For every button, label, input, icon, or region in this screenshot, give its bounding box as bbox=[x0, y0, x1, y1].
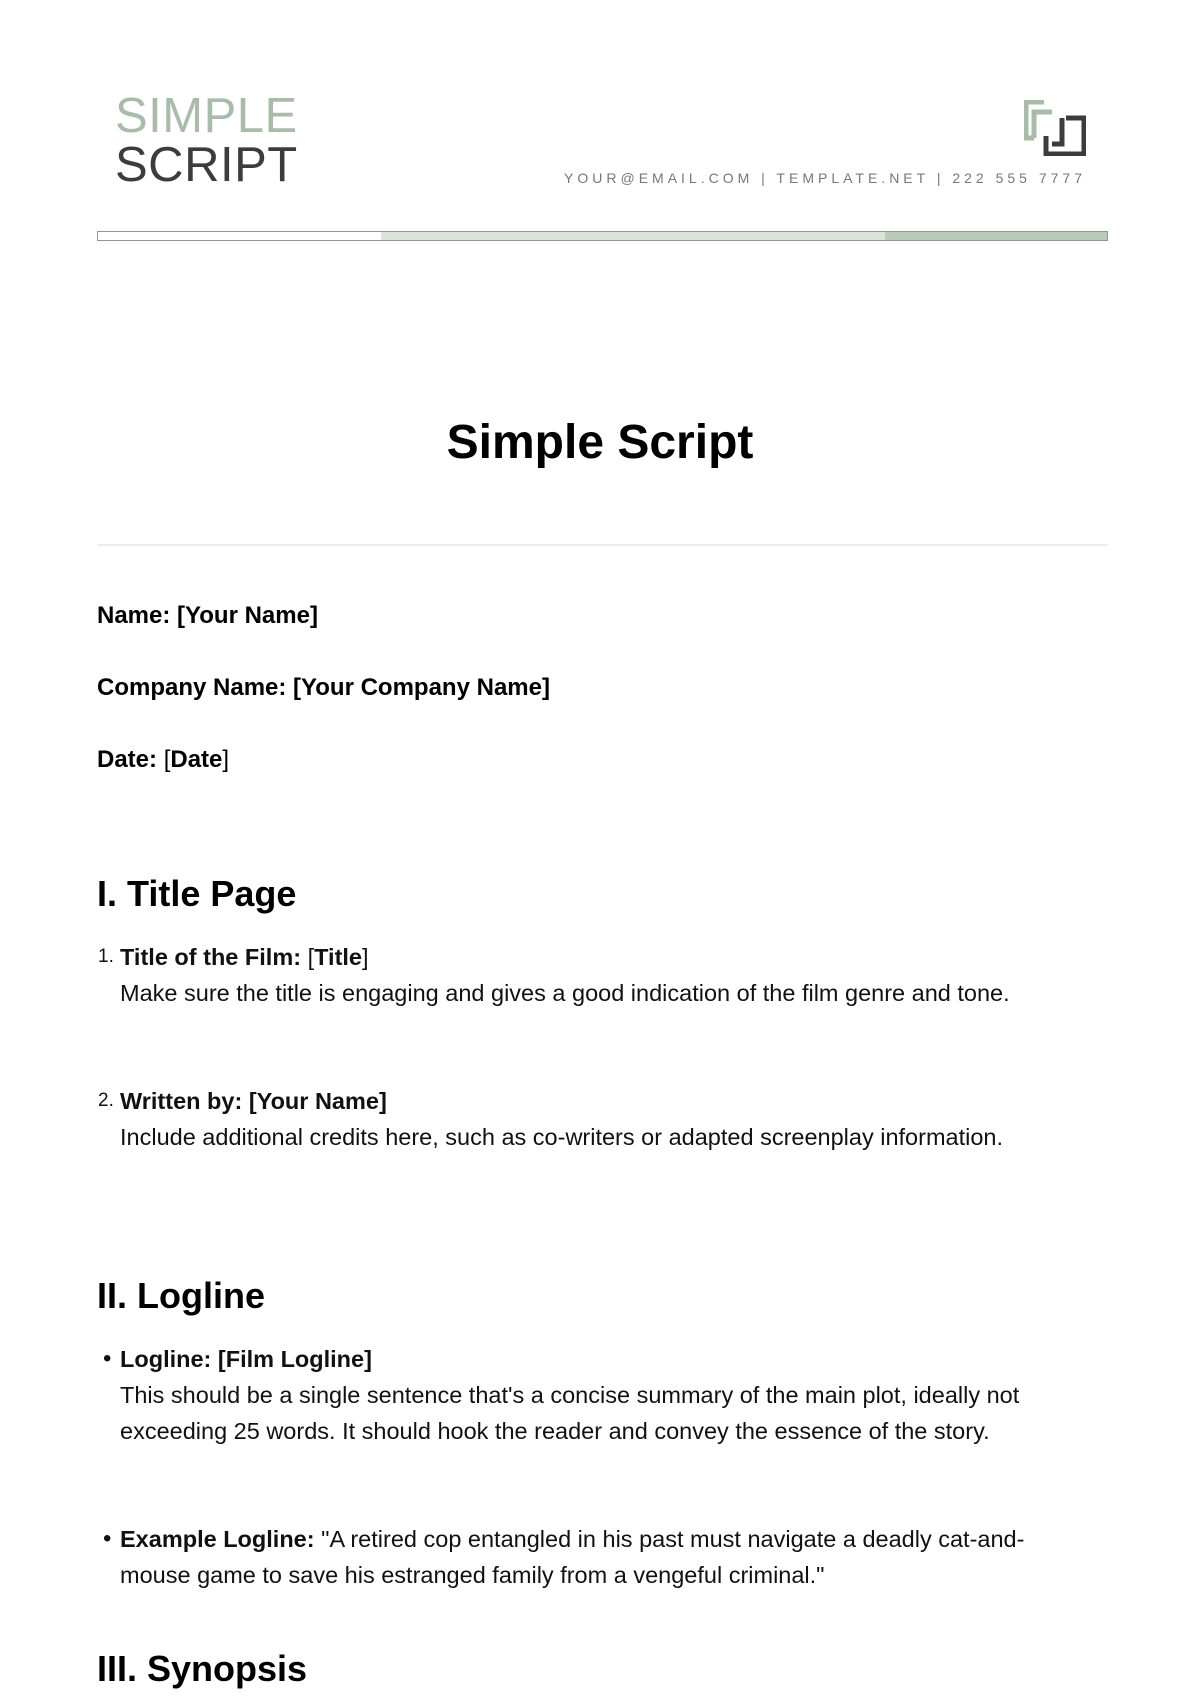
item-label: Example Logline: bbox=[120, 1526, 315, 1552]
item-value-close: ] bbox=[362, 944, 369, 970]
bullet-icon: • bbox=[103, 1345, 112, 1372]
title-divider bbox=[97, 544, 1108, 546]
section-heading-logline: II. Logline bbox=[97, 1275, 265, 1316]
meta-date-open: [ bbox=[163, 746, 171, 773]
item-value-open: [ bbox=[307, 944, 315, 970]
meta-company-label: Company Name: bbox=[97, 674, 287, 701]
item-label: Logline: [Film Logline] bbox=[120, 1346, 372, 1372]
meta-date-label: Date: bbox=[97, 746, 158, 773]
list-number: 2. bbox=[98, 1090, 114, 1111]
meta-company-value: [Your Company Name] bbox=[293, 674, 550, 701]
item-body: Include additional credits here, such as co-writers or adapted screenplay information. bbox=[120, 1124, 1004, 1150]
item-body: This should be a single sentence that's a concise summary of the main plot, ideally not exceeding 25 words. It should hook the reader and convey the essence of the story. bbox=[120, 1382, 1020, 1444]
accent-bar-segment-light bbox=[381, 232, 886, 240]
section-heading-title-page: I. Title Page bbox=[97, 873, 297, 914]
meta-date-close: ] bbox=[222, 746, 230, 773]
meta-company bbox=[97, 674, 550, 702]
item-body: "A retired cop entangled in his past must navigate a deadly cat-and-mouse game to save his estranged family from a vengeful criminal." bbox=[120, 1526, 1025, 1588]
meta-name-label: Name: bbox=[97, 602, 171, 629]
company-logo bbox=[115, 89, 298, 192]
header-accent-bar bbox=[97, 231, 1108, 241]
meta-date-value: Date bbox=[170, 746, 223, 773]
list-item bbox=[98, 939, 1080, 1011]
document-title: Simple Script bbox=[446, 416, 754, 469]
list-number: 1. bbox=[98, 946, 114, 967]
list-item bbox=[98, 1083, 1080, 1155]
accent-bar-segment-white bbox=[98, 232, 381, 240]
bullet-icon: • bbox=[103, 1525, 112, 1552]
contact-info: YOUR@EMAIL.COM | TEMPLATE.NET | 222 555 7777 bbox=[564, 170, 1086, 186]
item-label: Title of the Film: bbox=[120, 944, 302, 970]
meta-date bbox=[97, 746, 229, 774]
item-value: Title bbox=[314, 944, 362, 970]
accent-bar-segment-mid bbox=[885, 232, 1107, 240]
list-item bbox=[103, 1521, 1080, 1593]
item-body: Make sure the title is engaging and gives a good indication of the film genre and tone. bbox=[120, 980, 1010, 1006]
meta-name bbox=[97, 602, 318, 630]
logo-line-simple: SIMPLE bbox=[115, 89, 298, 143]
section-heading-synopsis: III. Synopsis bbox=[97, 1648, 308, 1689]
item-label: Written by: [Your Name] bbox=[120, 1088, 387, 1114]
bracket-logo-icon bbox=[1024, 100, 1086, 156]
meta-name-value: [Your Name] bbox=[177, 602, 318, 629]
list-item bbox=[103, 1341, 1080, 1449]
logo-line-script: SCRIPT bbox=[115, 138, 298, 192]
